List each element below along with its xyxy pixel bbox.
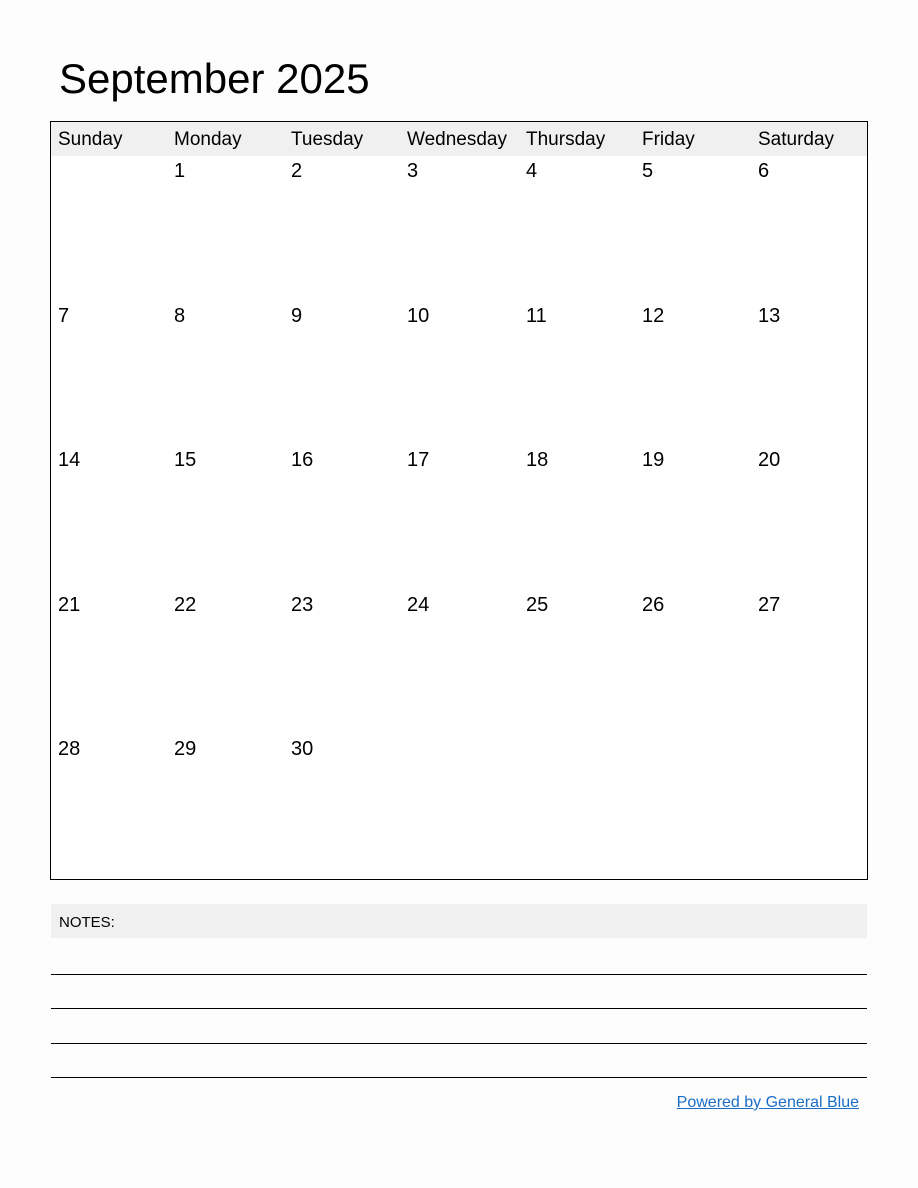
day-cell: 5 [642,160,654,182]
day-cell: 29 [174,738,197,760]
day-cell: 4 [526,160,538,182]
day-cell: 14 [58,449,81,471]
day-cell: 8 [174,304,186,327]
notes-line [51,974,867,975]
day-cell: 23 [291,593,314,616]
day-cell: 22 [174,593,197,616]
day-cell: 16 [291,449,314,471]
day-cell: 26 [642,593,665,616]
day-cell: 13 [758,304,781,327]
day-cell: 2 [291,160,303,182]
day-cell: 3 [407,160,419,182]
notes-line [51,1008,867,1009]
day-cell: 19 [642,449,665,471]
day-cell: 7 [58,304,70,327]
day-cell: 9 [291,304,303,327]
day-cell: 21 [58,593,81,616]
day-cell: 11 [526,304,547,327]
weekday-thursday: Thursday [526,129,606,150]
weekday-saturday: Saturday [758,129,835,150]
day-cell: 24 [407,593,430,616]
powered-by-link[interactable]: Powered by General Blue [676,1094,859,1111]
calendar-grid [50,121,868,880]
weekday-friday: Friday [642,129,695,150]
day-cell: 6 [758,160,770,182]
weekday-monday: Monday [174,129,242,150]
day-cell: 27 [758,593,781,616]
day-cell: 1 [174,160,186,182]
notes-line [51,1077,867,1078]
page-title: September 2025 [59,55,370,102]
weekday-wednesday: Wednesday [407,129,507,150]
day-cell: 18 [526,449,549,471]
day-cell: 17 [407,449,430,471]
day-cell: 28 [58,738,81,760]
day-cell: 15 [174,449,197,471]
weekday-tuesday: Tuesday [291,129,364,150]
day-cell: 12 [642,304,665,327]
day-cell: 25 [526,593,549,616]
notes-label: NOTES: [59,914,115,931]
day-cell: 10 [407,304,430,327]
weekday-sunday: Sunday [58,129,123,150]
notes-line [51,1043,867,1044]
notes-header [51,904,867,938]
day-cell: 20 [758,449,781,471]
weekday-header [51,122,867,156]
day-cell: 30 [291,738,314,760]
